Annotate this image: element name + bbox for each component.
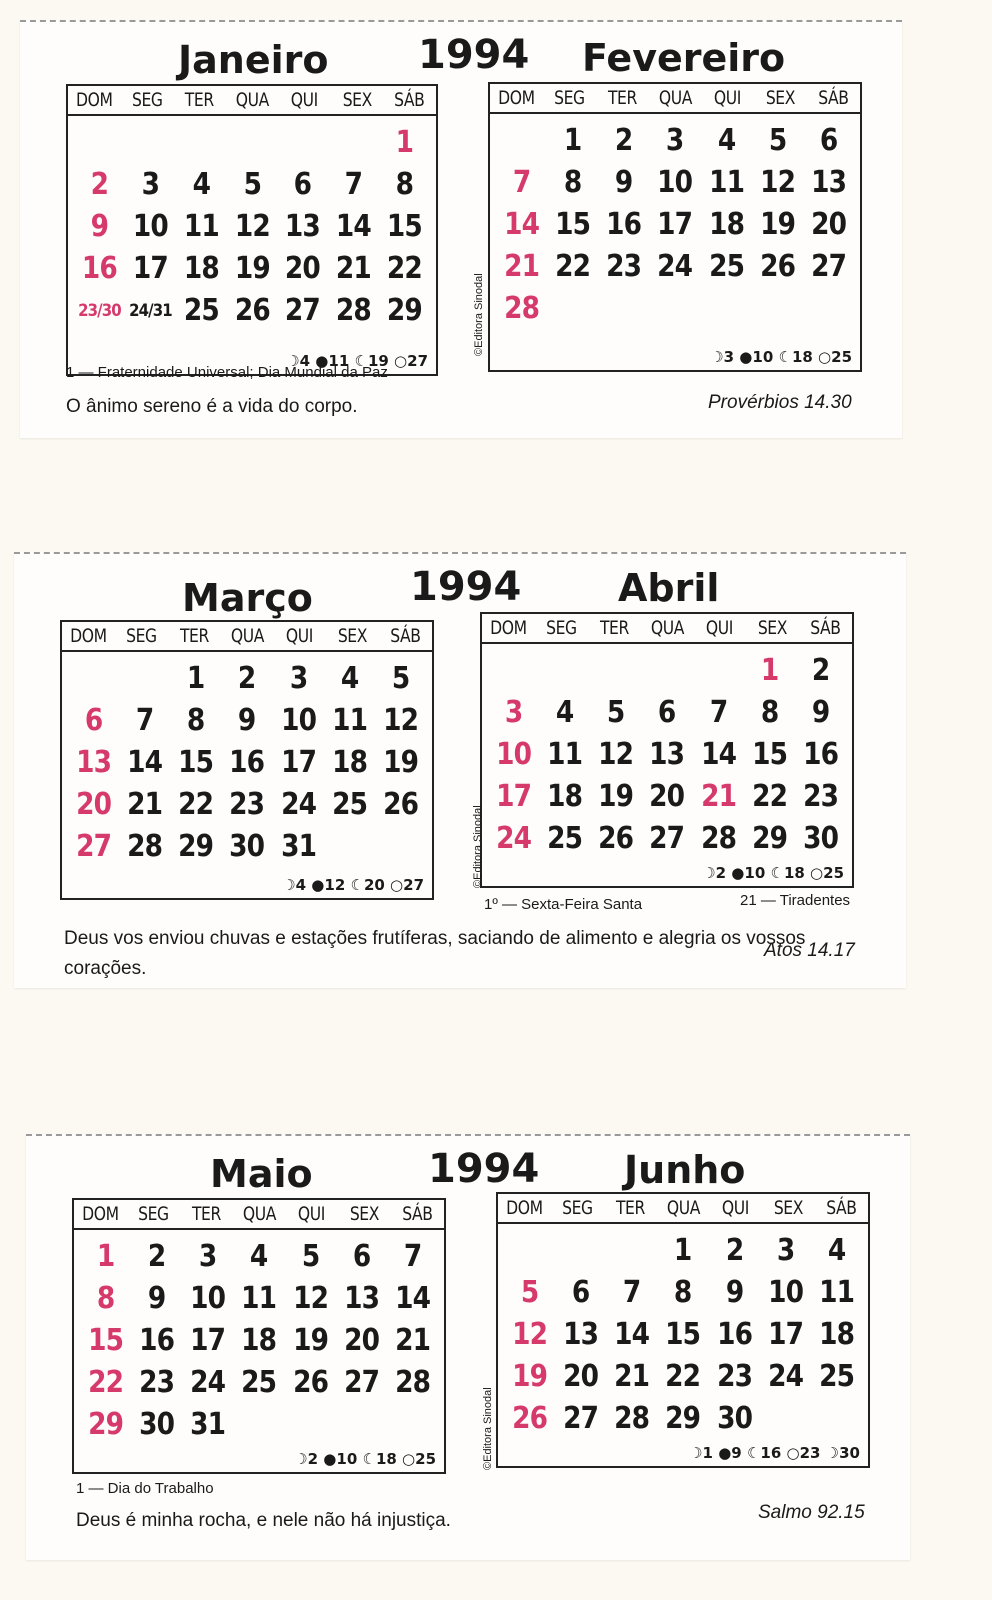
day-cell: 25: [331, 787, 367, 822]
empty-day-cell: [507, 1230, 552, 1272]
day-cell: 25: [547, 821, 583, 856]
day-cell: 6: [658, 695, 676, 730]
perforation: [14, 552, 906, 554]
day-cell: 23: [716, 1359, 752, 1394]
day-cell: 13: [285, 209, 321, 244]
empty-day-cell: [280, 122, 325, 164]
empty-day-cell: [644, 650, 689, 692]
day-cell: 27: [563, 1401, 599, 1436]
day-cell: 15: [178, 745, 214, 780]
day-cell: 27: [810, 249, 846, 284]
day-grid: [80, 1236, 438, 1446]
day-cell: 17: [657, 207, 693, 242]
day-cell: 18: [547, 779, 583, 814]
day-grid: [68, 658, 426, 868]
weekday-label: DOM: [76, 89, 113, 111]
day-cell: 7: [623, 1275, 641, 1310]
day-cell: 20: [343, 1323, 379, 1358]
day-cell: 6: [819, 123, 838, 158]
empty-day-cell: [230, 122, 275, 164]
weekday-label: QUI: [714, 87, 742, 109]
empty-day-cell: [499, 120, 544, 162]
weekday-label: QUI: [722, 1197, 750, 1219]
day-cell: 28: [394, 1365, 430, 1400]
day-cell: 18: [183, 251, 219, 286]
month-title-right: Abril: [618, 566, 720, 610]
weekday-label: QUA: [242, 1203, 276, 1225]
day-cell: 7: [403, 1239, 422, 1274]
day-cell: 27: [649, 821, 685, 856]
holiday-note-left: 1 — Fraternidade Universal; Dia Mundial da Paz: [66, 364, 388, 381]
day-cell: 24: [190, 1365, 226, 1400]
month-grid-left: [72, 1198, 446, 1474]
day-grid: [496, 120, 854, 330]
empty-day-cell: [331, 122, 376, 164]
day-cell: 27: [343, 1365, 379, 1400]
weekday-label: SÁB: [826, 1197, 857, 1219]
day-cell: 8: [760, 695, 779, 730]
day-cell: 17: [496, 779, 532, 814]
day-cell: 17: [280, 745, 316, 780]
day-cell: 23: [606, 249, 642, 284]
weekday-label: DOM: [498, 87, 535, 109]
day-cell: 17: [132, 251, 168, 286]
day-cell: 4: [250, 1239, 268, 1274]
day-cell: 12: [759, 165, 795, 200]
day-cell: 16: [139, 1323, 175, 1358]
weekday-header: [490, 84, 860, 114]
day-cell: 7: [135, 703, 154, 738]
weekday-label: SEG: [553, 87, 585, 109]
day-cell: 16: [716, 1317, 752, 1352]
day-cell: 12: [234, 209, 270, 244]
weekday-label: QUA: [666, 1197, 700, 1219]
day-cell: 12: [382, 703, 418, 738]
day-cell: 20: [563, 1359, 599, 1394]
day-cell: 5: [607, 695, 625, 730]
weekday-label: QUA: [650, 617, 684, 639]
day-cell: 14: [700, 737, 736, 772]
copyright-label: ©Editora Sinodal: [482, 1387, 494, 1470]
day-cell: 16: [229, 745, 265, 780]
day-cell: 7: [344, 167, 363, 202]
day-cell: 2: [725, 1233, 743, 1268]
day-cell: 1: [187, 661, 205, 696]
day-grid: [504, 1230, 862, 1440]
day-cell: 13: [810, 165, 846, 200]
day-cell: 28: [614, 1401, 650, 1436]
copyright-label: ©Editora Sinodal: [473, 273, 485, 356]
day-cell: 29: [88, 1407, 124, 1442]
weekday-label: SÁB: [402, 1203, 433, 1225]
month-title-left: Maio: [210, 1152, 313, 1196]
day-cell: 29: [387, 293, 423, 328]
day-cell: 18: [241, 1323, 277, 1358]
weekday-label: TER: [179, 625, 209, 647]
weekday-label: QUI: [291, 89, 319, 111]
day-cell: 10: [190, 1281, 226, 1316]
day-cell: 28: [700, 821, 736, 856]
day-cell: 15: [387, 209, 423, 244]
weekday-label: QUI: [706, 617, 734, 639]
weekday-header: [62, 622, 432, 652]
day-cell: 4: [717, 123, 735, 158]
day-cell: 11: [331, 703, 367, 738]
month-grid-right: [496, 1192, 870, 1468]
day-grid: [74, 122, 430, 332]
empty-day-cell: [71, 658, 116, 700]
weekday-label: SEX: [766, 87, 796, 109]
day-cell: 22: [178, 787, 214, 822]
moon-phases: ☽3 ●10 ☾18 ○25: [710, 348, 852, 366]
empty-day-cell: [77, 122, 122, 164]
weekday-label: TER: [615, 1197, 645, 1219]
day-cell: 19: [234, 251, 270, 286]
day-cell: 2: [238, 661, 256, 696]
calendar-card-may-jun: [26, 1134, 910, 1560]
moon-phases: ☽1 ●9 ☾16 ○23 ☽30: [689, 1444, 860, 1462]
weekday-header: [498, 1194, 868, 1224]
moon-phases: ☽4 ●12 ☾20 ○27: [282, 876, 424, 894]
day-cell: 24: [496, 821, 532, 856]
holiday-note-right: 21 — Tiradentes: [740, 892, 851, 909]
weekday-label: SEG: [131, 89, 163, 111]
day-cell: 30: [139, 1407, 175, 1442]
bible-reference: Atos 14.17: [764, 940, 855, 961]
weekday-label: DOM: [506, 1197, 543, 1219]
day-cell: 24/31: [128, 301, 172, 321]
day-cell: 21: [336, 251, 372, 286]
empty-day-cell: [491, 650, 536, 692]
day-cell: 1: [96, 1239, 115, 1274]
weekday-label: TER: [599, 617, 629, 639]
day-cell: 2: [811, 653, 830, 688]
moon-phases: ☽2 ●10 ☾18 ○25: [702, 864, 844, 882]
day-cell: 5: [391, 661, 410, 696]
day-cell: 17: [767, 1317, 803, 1352]
day-cell: 20: [649, 779, 685, 814]
day-cell: 3: [504, 695, 523, 730]
weekday-label: TER: [607, 87, 637, 109]
day-cell: 1: [395, 125, 414, 160]
empty-day-cell: [179, 122, 224, 164]
day-cell: 13: [76, 745, 112, 780]
day-cell: 4: [340, 661, 359, 696]
day-cell: 11: [241, 1281, 277, 1316]
day-cell: 27: [76, 829, 112, 864]
day-cell: 3: [199, 1239, 217, 1274]
weekday-header: [74, 1200, 444, 1230]
day-cell: 31: [280, 829, 316, 864]
day-cell: 28: [127, 829, 163, 864]
day-cell: 26: [292, 1365, 328, 1400]
bible-reference: Provérbios 14.30: [708, 392, 852, 413]
day-cell: 19: [512, 1359, 548, 1394]
copyright-label: ©Editora Sinodal: [472, 805, 484, 888]
weekday-label: QUA: [235, 89, 269, 111]
day-cell: 28: [504, 291, 540, 326]
weekday-header: [482, 614, 852, 644]
day-cell: 9: [238, 703, 256, 738]
day-cell: 13: [343, 1281, 379, 1316]
day-cell: 23: [229, 787, 265, 822]
day-cell: 21: [614, 1359, 650, 1394]
day-cell: 26: [759, 249, 795, 284]
day-cell: 4: [555, 695, 574, 730]
day-cell: 20: [76, 787, 112, 822]
day-grid: [488, 650, 846, 860]
day-cell: 14: [614, 1317, 650, 1352]
weekday-label: TER: [184, 89, 214, 111]
weekday-label: QUA: [230, 625, 264, 647]
day-cell: 4: [827, 1233, 846, 1268]
day-cell: 16: [802, 737, 838, 772]
weekday-label: QUI: [286, 625, 314, 647]
day-cell: 21: [700, 779, 736, 814]
perforation: [26, 1134, 910, 1136]
day-cell: 11: [708, 165, 744, 200]
calendar-card-jan-feb: [20, 20, 902, 438]
day-cell: 6: [571, 1275, 590, 1310]
weekday-label: SÁB: [818, 87, 849, 109]
day-cell: 16: [606, 207, 642, 242]
day-cell: 13: [563, 1317, 599, 1352]
day-cell: 3: [776, 1233, 795, 1268]
weekday-label: DOM: [490, 617, 527, 639]
day-cell: 30: [229, 829, 265, 864]
day-cell: 25: [818, 1359, 854, 1394]
day-cell: 4: [192, 167, 210, 202]
month-title-right: Junho: [624, 1148, 746, 1192]
day-cell: 19: [598, 779, 634, 814]
year-label: 1994: [410, 564, 522, 610]
day-cell: 21: [504, 249, 540, 284]
holiday-note-left: 1º — Sexta-Feira Santa: [484, 896, 643, 913]
empty-day-cell: [609, 1230, 654, 1272]
day-cell: 8: [395, 167, 414, 202]
day-cell: 19: [759, 207, 795, 242]
day-cell: 11: [547, 737, 583, 772]
empty-day-cell: [128, 122, 173, 164]
day-cell: 30: [802, 821, 838, 856]
weekday-label: SEG: [125, 625, 157, 647]
empty-day-cell: [593, 650, 638, 692]
day-cell: 10: [280, 703, 316, 738]
day-cell: 28: [336, 293, 372, 328]
day-cell: 6: [294, 167, 312, 202]
day-cell: 25: [708, 249, 744, 284]
day-cell: 5: [768, 123, 787, 158]
weekday-label: SEX: [342, 89, 372, 111]
day-cell: 25: [241, 1365, 277, 1400]
weekday-label: SÁB: [394, 89, 425, 111]
weekday-label: SEX: [774, 1197, 804, 1219]
day-cell: 26: [512, 1401, 548, 1436]
day-cell: 9: [147, 1281, 166, 1316]
day-cell: 22: [387, 251, 423, 286]
month-grid-right: [488, 82, 862, 372]
day-cell: 10: [496, 737, 532, 772]
day-cell: 22: [88, 1365, 124, 1400]
day-cell: 29: [178, 829, 214, 864]
day-cell: 1: [760, 653, 779, 688]
day-cell: 24: [767, 1359, 803, 1394]
day-cell: 19: [382, 745, 418, 780]
weekday-label: SÁB: [810, 617, 841, 639]
month-grid-right: [480, 612, 854, 888]
weekday-label: SEX: [350, 1203, 380, 1225]
day-cell: 25: [183, 293, 219, 328]
day-cell: 5: [301, 1239, 319, 1274]
bible-quote: O ânimo sereno é a vida do corpo.: [66, 396, 358, 417]
day-cell: 27: [285, 293, 321, 328]
weekday-header: [68, 86, 436, 116]
weekday-label: SEG: [561, 1197, 593, 1219]
day-cell: 20: [285, 251, 321, 286]
day-cell: 8: [187, 703, 205, 738]
day-cell: 13: [649, 737, 685, 772]
day-cell: 6: [84, 703, 103, 738]
weekday-label: QUA: [658, 87, 692, 109]
day-cell: 14: [336, 209, 372, 244]
weekday-label: SEG: [545, 617, 577, 639]
day-cell: 18: [818, 1317, 854, 1352]
day-cell: 11: [818, 1275, 854, 1310]
moon-phases: ☽4 ●11 ☾19 ○27: [286, 352, 428, 370]
holiday-note-left: 1 — Dia do Trabalho: [76, 1480, 214, 1497]
day-cell: 1: [563, 123, 582, 158]
day-cell: 22: [665, 1359, 701, 1394]
day-cell: 16: [81, 251, 117, 286]
weekday-label: DOM: [70, 625, 107, 647]
day-cell: 12: [292, 1281, 328, 1316]
day-cell: 3: [666, 123, 684, 158]
day-cell: 17: [190, 1323, 226, 1358]
day-cell: 9: [90, 209, 109, 244]
day-cell: 23/30: [78, 301, 121, 321]
day-cell: 22: [555, 249, 591, 284]
day-cell: 10: [657, 165, 693, 200]
bible-quote: Deus é minha rocha, e nele não há injustiça.: [76, 1510, 451, 1531]
day-cell: 19: [292, 1323, 328, 1358]
day-cell: 2: [90, 167, 109, 202]
day-cell: 9: [615, 165, 633, 200]
day-cell: 10: [132, 209, 168, 244]
day-cell: 15: [88, 1323, 124, 1358]
day-cell: 7: [512, 165, 531, 200]
day-cell: 5: [520, 1275, 539, 1310]
day-cell: 2: [147, 1239, 166, 1274]
month-title-right: Fevereiro: [582, 36, 786, 80]
day-cell: 21: [394, 1323, 430, 1358]
day-cell: 26: [382, 787, 418, 822]
day-cell: 14: [504, 207, 540, 242]
month-grid-left: [66, 84, 438, 376]
day-cell: 29: [665, 1401, 701, 1436]
calendar-card-mar-apr: [14, 552, 906, 988]
day-cell: 31: [190, 1407, 226, 1442]
day-cell: 9: [725, 1275, 743, 1310]
day-cell: 20: [810, 207, 846, 242]
moon-phases: ☽2 ●10 ☾18 ○25: [294, 1450, 436, 1468]
month-grid-left: [60, 620, 434, 900]
day-cell: 18: [331, 745, 367, 780]
year-label: 1994: [428, 1146, 540, 1192]
empty-day-cell: [696, 650, 741, 692]
weekday-label: DOM: [82, 1203, 119, 1225]
perforation: [20, 20, 902, 22]
empty-day-cell: [122, 658, 167, 700]
day-cell: 15: [555, 207, 591, 242]
day-cell: 12: [512, 1317, 548, 1352]
day-cell: 22: [751, 779, 787, 814]
day-cell: 26: [598, 821, 634, 856]
day-cell: 1: [674, 1233, 692, 1268]
day-cell: 14: [127, 745, 163, 780]
empty-day-cell: [558, 1230, 603, 1272]
day-cell: 12: [598, 737, 634, 772]
weekday-label: SEG: [137, 1203, 169, 1225]
day-cell: 18: [708, 207, 744, 242]
day-cell: 6: [352, 1239, 371, 1274]
weekday-label: SEX: [758, 617, 788, 639]
day-cell: 21: [127, 787, 163, 822]
day-cell: 14: [394, 1281, 430, 1316]
day-cell: 26: [234, 293, 270, 328]
day-cell: 5: [243, 167, 261, 202]
month-title-left: Janeiro: [178, 38, 329, 82]
day-cell: 10: [767, 1275, 803, 1310]
day-cell: 11: [183, 209, 219, 244]
month-title-left: Março: [182, 576, 313, 620]
weekday-label: QUI: [298, 1203, 326, 1225]
weekday-label: SÁB: [390, 625, 421, 647]
day-cell: 8: [96, 1281, 115, 1316]
day-cell: 15: [665, 1317, 701, 1352]
day-cell: 9: [811, 695, 830, 730]
bible-reference: Salmo 92.15: [758, 1502, 865, 1523]
day-cell: 30: [716, 1401, 752, 1436]
day-cell: 24: [657, 249, 693, 284]
day-cell: 23: [139, 1365, 175, 1400]
day-cell: 29: [751, 821, 787, 856]
day-cell: 3: [289, 661, 307, 696]
day-cell: 3: [141, 167, 160, 202]
day-cell: 8: [674, 1275, 692, 1310]
weekday-label: SEX: [338, 625, 368, 647]
day-cell: 23: [802, 779, 838, 814]
day-cell: 15: [751, 737, 787, 772]
day-cell: 24: [280, 787, 316, 822]
bible-quote: Deus vos enviou chuvas e estações frutíferas, saciando de alimento e alegria os vossos corações.: [64, 928, 806, 979]
day-cell: 2: [615, 123, 633, 158]
day-cell: 8: [563, 165, 582, 200]
day-cell: 7: [709, 695, 727, 730]
weekday-label: TER: [191, 1203, 221, 1225]
year-label: 1994: [418, 32, 530, 78]
empty-day-cell: [542, 650, 587, 692]
